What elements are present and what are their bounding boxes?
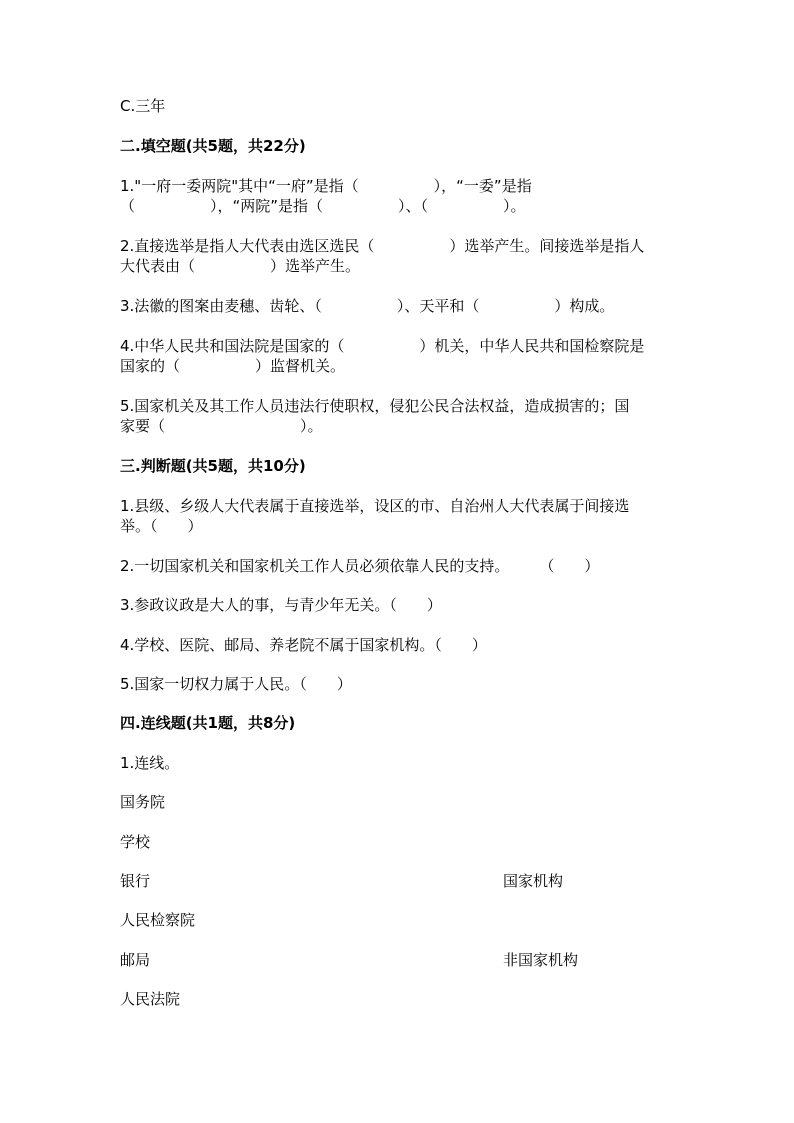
match-left-item: 国务院 [120, 793, 166, 811]
s2-q1-line1: 1."一府一委两院"其中“一府”是指（ ），“一委”是指 [120, 177, 532, 195]
s4-q1: 1.连线。 [120, 754, 180, 772]
match-left-item: 银行 [120, 872, 151, 890]
option-c: C.三年 [120, 97, 166, 115]
match-left-item: 学校 [120, 833, 151, 851]
section3-heading: 三.判断题(共5题，共10分) [120, 457, 306, 475]
section2-heading: 二.填空题(共5题，共22分) [120, 137, 306, 155]
s3-q1-line2: 举。（ ） [120, 517, 203, 535]
s2-q3-line1: 3.法徽的图案由麦穗、齿轮、（ ）、天平和（ ）构成。 [120, 297, 615, 315]
s3-q1-line1: 1.县级、乡级人大代表属于直接选举，设区的市、自治州人大代表属于间接选 [120, 497, 630, 515]
s2-q5-line2: 家要（ ）。 [120, 417, 323, 435]
s2-q2-line2: 大代表由（ ）选举产生。 [120, 257, 361, 275]
match-left-item: 人民检察院 [120, 911, 196, 929]
s2-q4-line1: 4.中华人民共和国法院是国家的（ ）机关，中华人民共和国检察院是 [120, 337, 645, 355]
s3-q4: 4.学校、医院、邮局、养老院不属于国家机构。（ ） [120, 636, 487, 654]
s3-q2: 2.一切国家机关和国家机关工作人员必须依靠人民的支持。 （ ） [120, 557, 600, 575]
match-right-item: 非国家机构 [503, 951, 579, 969]
section4-heading: 四.连线题(共1题，共8分) [120, 714, 296, 732]
s3-q3: 3.参政议政是大人的事，与青少年无关。（ ） [120, 596, 442, 614]
s2-q5-line1: 5.国家机关及其工作人员违法行使职权，侵犯公民合法权益，造成损害的；国 [120, 397, 630, 415]
match-left-item: 邮局 [120, 951, 151, 969]
s2-q2-line1: 2.直接选举是指人大代表由选区选民（ ）选举产生。间接选举是指人 [120, 237, 645, 255]
s2-q1-line2: （ ），“两院”是指（ ）、（ ）。 [120, 197, 526, 215]
match-left-item: 人民法院 [120, 990, 181, 1008]
match-right-item: 国家机构 [503, 872, 564, 890]
s3-q5: 5.国家一切权力属于人民。（ ） [120, 675, 352, 693]
s2-q4-line2: 国家的（ ）监督机关。 [120, 357, 346, 375]
